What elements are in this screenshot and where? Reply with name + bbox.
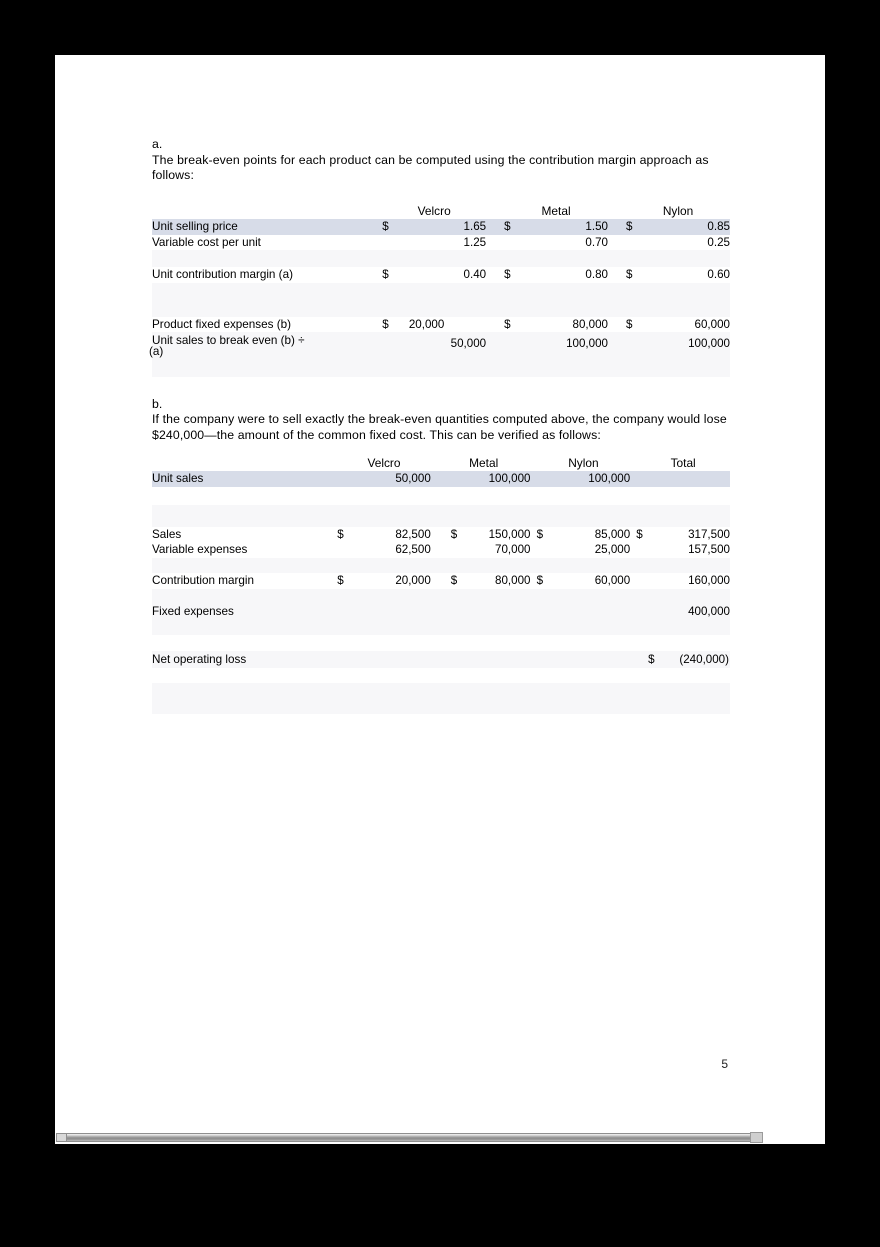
scroll-right-arrow-icon[interactable] bbox=[750, 1132, 763, 1143]
table-row bbox=[152, 267, 730, 283]
cell-value: 1.25 bbox=[463, 235, 487, 249]
cell-value: 50,000 bbox=[358, 471, 431, 487]
cell-value: 100,000 bbox=[527, 332, 608, 361]
part-a-intro-line-2: follows: bbox=[152, 168, 194, 183]
cell-value: 62,500 bbox=[395, 543, 431, 557]
row-label: Sales bbox=[152, 527, 182, 541]
break-even-table bbox=[149, 203, 730, 377]
cell-currency bbox=[382, 332, 405, 361]
cell-currency: $ bbox=[536, 527, 544, 541]
cell-currency bbox=[636, 604, 656, 620]
cell-value bbox=[557, 604, 630, 620]
cell-currency bbox=[337, 651, 357, 668]
cell-value bbox=[657, 471, 730, 487]
cell-currency bbox=[337, 604, 357, 620]
part-b-intro-line-2: $240,000—the amount of the common fixed cost. This can be verified as follows: bbox=[152, 427, 601, 442]
page-number: 5 bbox=[721, 1057, 728, 1071]
cell-value: 0.25 bbox=[707, 235, 730, 249]
table-spacer-row bbox=[152, 487, 730, 505]
cell-value: 80,000 bbox=[572, 317, 608, 331]
table-header-row bbox=[152, 456, 730, 472]
cell-value: 100,000 bbox=[649, 332, 730, 361]
row-label-cell bbox=[149, 332, 382, 361]
cell-currency: $ bbox=[626, 268, 633, 282]
page-content bbox=[149, 137, 737, 714]
cell-currency: $ bbox=[382, 317, 389, 331]
table-spacer-row bbox=[152, 668, 730, 684]
cell-currency bbox=[537, 542, 557, 558]
cell-currency: $ bbox=[636, 527, 643, 541]
part-a-letter: a. bbox=[152, 137, 163, 151]
row-label: Unit sales to break even (b) ÷ bbox=[152, 334, 305, 348]
row-label: Net operating loss bbox=[152, 651, 337, 668]
table-row bbox=[152, 317, 730, 333]
cell-currency bbox=[437, 471, 457, 487]
table-spacer-row bbox=[152, 505, 730, 527]
col-header-nylon: Nylon bbox=[662, 203, 694, 218]
cell-currency: $ bbox=[536, 574, 544, 588]
row-label: Unit contribution margin (a) bbox=[152, 268, 293, 282]
table-row bbox=[152, 332, 730, 361]
horizontal-scrollbar-track[interactable] bbox=[55, 1131, 825, 1144]
col-header-metal: Metal bbox=[541, 203, 571, 218]
cell-value: 60,000 bbox=[594, 574, 631, 588]
cell-currency bbox=[537, 651, 557, 668]
cell-currency bbox=[437, 542, 457, 558]
cell-currency bbox=[504, 235, 527, 251]
cell-currency bbox=[636, 573, 656, 589]
cell-currency: $ bbox=[382, 219, 405, 235]
table-spacer-row bbox=[152, 589, 730, 605]
table-row bbox=[152, 651, 730, 668]
row-label: Fixed expenses bbox=[152, 604, 337, 620]
cell-value bbox=[557, 651, 630, 668]
table-row bbox=[152, 527, 730, 543]
table-footer-spacer bbox=[152, 361, 730, 377]
cell-value: 0.80 bbox=[585, 268, 608, 282]
row-label: Unit selling price bbox=[152, 219, 382, 235]
cell-currency bbox=[382, 235, 405, 251]
cell-currency: $ bbox=[626, 317, 633, 331]
cell-value: 20,000 bbox=[408, 317, 445, 331]
table-row bbox=[152, 219, 730, 235]
cell-currency: $ bbox=[504, 268, 511, 282]
table-row bbox=[152, 235, 730, 251]
row-label-continuation: (a) bbox=[149, 345, 164, 359]
cell-value: 0.60 bbox=[707, 268, 730, 282]
cell-currency: $ bbox=[626, 219, 649, 235]
cell-currency bbox=[337, 542, 357, 558]
row-label: Contribution margin bbox=[152, 574, 254, 588]
cell-currency bbox=[504, 332, 527, 361]
cell-currency bbox=[437, 604, 457, 620]
cell-value: 50,000 bbox=[405, 332, 486, 361]
cell-value: 80,000 bbox=[495, 574, 531, 588]
cell-value: 60,000 bbox=[694, 317, 730, 331]
cell-value: 0.70 bbox=[585, 235, 608, 249]
cell-currency bbox=[636, 471, 656, 487]
horizontal-scrollbar-thumb[interactable] bbox=[56, 1133, 762, 1142]
table-row bbox=[152, 604, 730, 620]
row-label: Product fixed expenses (b) bbox=[152, 317, 292, 331]
cell-value: 317,500 bbox=[688, 527, 730, 541]
cell-value: (240,000) bbox=[657, 651, 730, 668]
cell-currency bbox=[626, 235, 649, 251]
cell-value: 100,000 bbox=[557, 471, 630, 487]
scroll-left-arrow-icon[interactable] bbox=[56, 1133, 67, 1142]
table-spacer-row bbox=[152, 250, 730, 267]
cell-value bbox=[358, 651, 431, 668]
cell-currency bbox=[437, 651, 457, 668]
cell-value: 0.85 bbox=[649, 219, 730, 235]
cell-value bbox=[358, 604, 431, 620]
part-b-intro-line-1: If the company were to sell exactly the break-even quantities computed above, the company would lose bbox=[152, 412, 727, 427]
row-label: Variable expenses bbox=[152, 543, 248, 557]
table-row bbox=[152, 573, 730, 589]
cell-value bbox=[457, 651, 530, 668]
cell-value: 25,000 bbox=[594, 543, 631, 557]
cell-value: 85,000 bbox=[594, 527, 631, 541]
document-page bbox=[55, 55, 825, 1143]
cell-value: 20,000 bbox=[395, 574, 431, 588]
cell-value: 157,500 bbox=[688, 543, 730, 557]
cell-currency: $ bbox=[450, 527, 458, 541]
cell-currency bbox=[537, 471, 557, 487]
cell-value: 0.40 bbox=[463, 268, 487, 282]
cell-currency: $ bbox=[504, 317, 511, 331]
row-label: Unit sales bbox=[152, 471, 337, 487]
col-header-velcro: Velcro bbox=[417, 203, 451, 218]
table-spacer-row bbox=[152, 620, 730, 636]
table-spacer-row bbox=[152, 283, 730, 317]
table-footer-block bbox=[152, 683, 730, 714]
col-header-velcro: Velcro bbox=[367, 455, 401, 470]
cell-value: 150,000 bbox=[488, 527, 531, 541]
part-b-letter: b. bbox=[152, 396, 163, 411]
cell-currency: $ bbox=[337, 527, 344, 541]
cell-currency: $ bbox=[337, 574, 344, 588]
col-header-nylon: Nylon bbox=[568, 455, 599, 470]
cell-currency: $ bbox=[382, 268, 389, 282]
cell-currency bbox=[337, 471, 357, 487]
part-a-intro-line-1: The break-even points for each product can be computed using the contribution margin approach as bbox=[152, 152, 709, 167]
cell-currency bbox=[537, 604, 557, 620]
cell-value: 82,500 bbox=[395, 527, 431, 541]
cell-value: 400,000 bbox=[657, 604, 730, 620]
cell-value: 160,000 bbox=[688, 574, 730, 588]
cell-value: 1.65 bbox=[405, 219, 486, 235]
cell-value: 100,000 bbox=[457, 471, 530, 487]
cell-value: 1.50 bbox=[527, 219, 608, 235]
table-row bbox=[152, 471, 730, 487]
cell-currency bbox=[636, 542, 656, 558]
cell-currency bbox=[626, 332, 649, 361]
col-header-total: Total bbox=[670, 455, 696, 470]
row-label: Variable cost per unit bbox=[152, 235, 261, 249]
cell-currency: $ bbox=[450, 574, 458, 588]
cell-value: 70,000 bbox=[495, 543, 531, 557]
col-header-metal: Metal bbox=[469, 455, 499, 470]
table-row bbox=[152, 542, 730, 558]
verification-table bbox=[152, 456, 730, 715]
cell-value bbox=[457, 604, 530, 620]
table-header-row bbox=[152, 204, 730, 220]
cell-currency: $ bbox=[636, 651, 656, 668]
table-spacer-row bbox=[152, 558, 730, 574]
table-spacer-row bbox=[152, 635, 730, 651]
cell-currency: $ bbox=[504, 219, 527, 235]
